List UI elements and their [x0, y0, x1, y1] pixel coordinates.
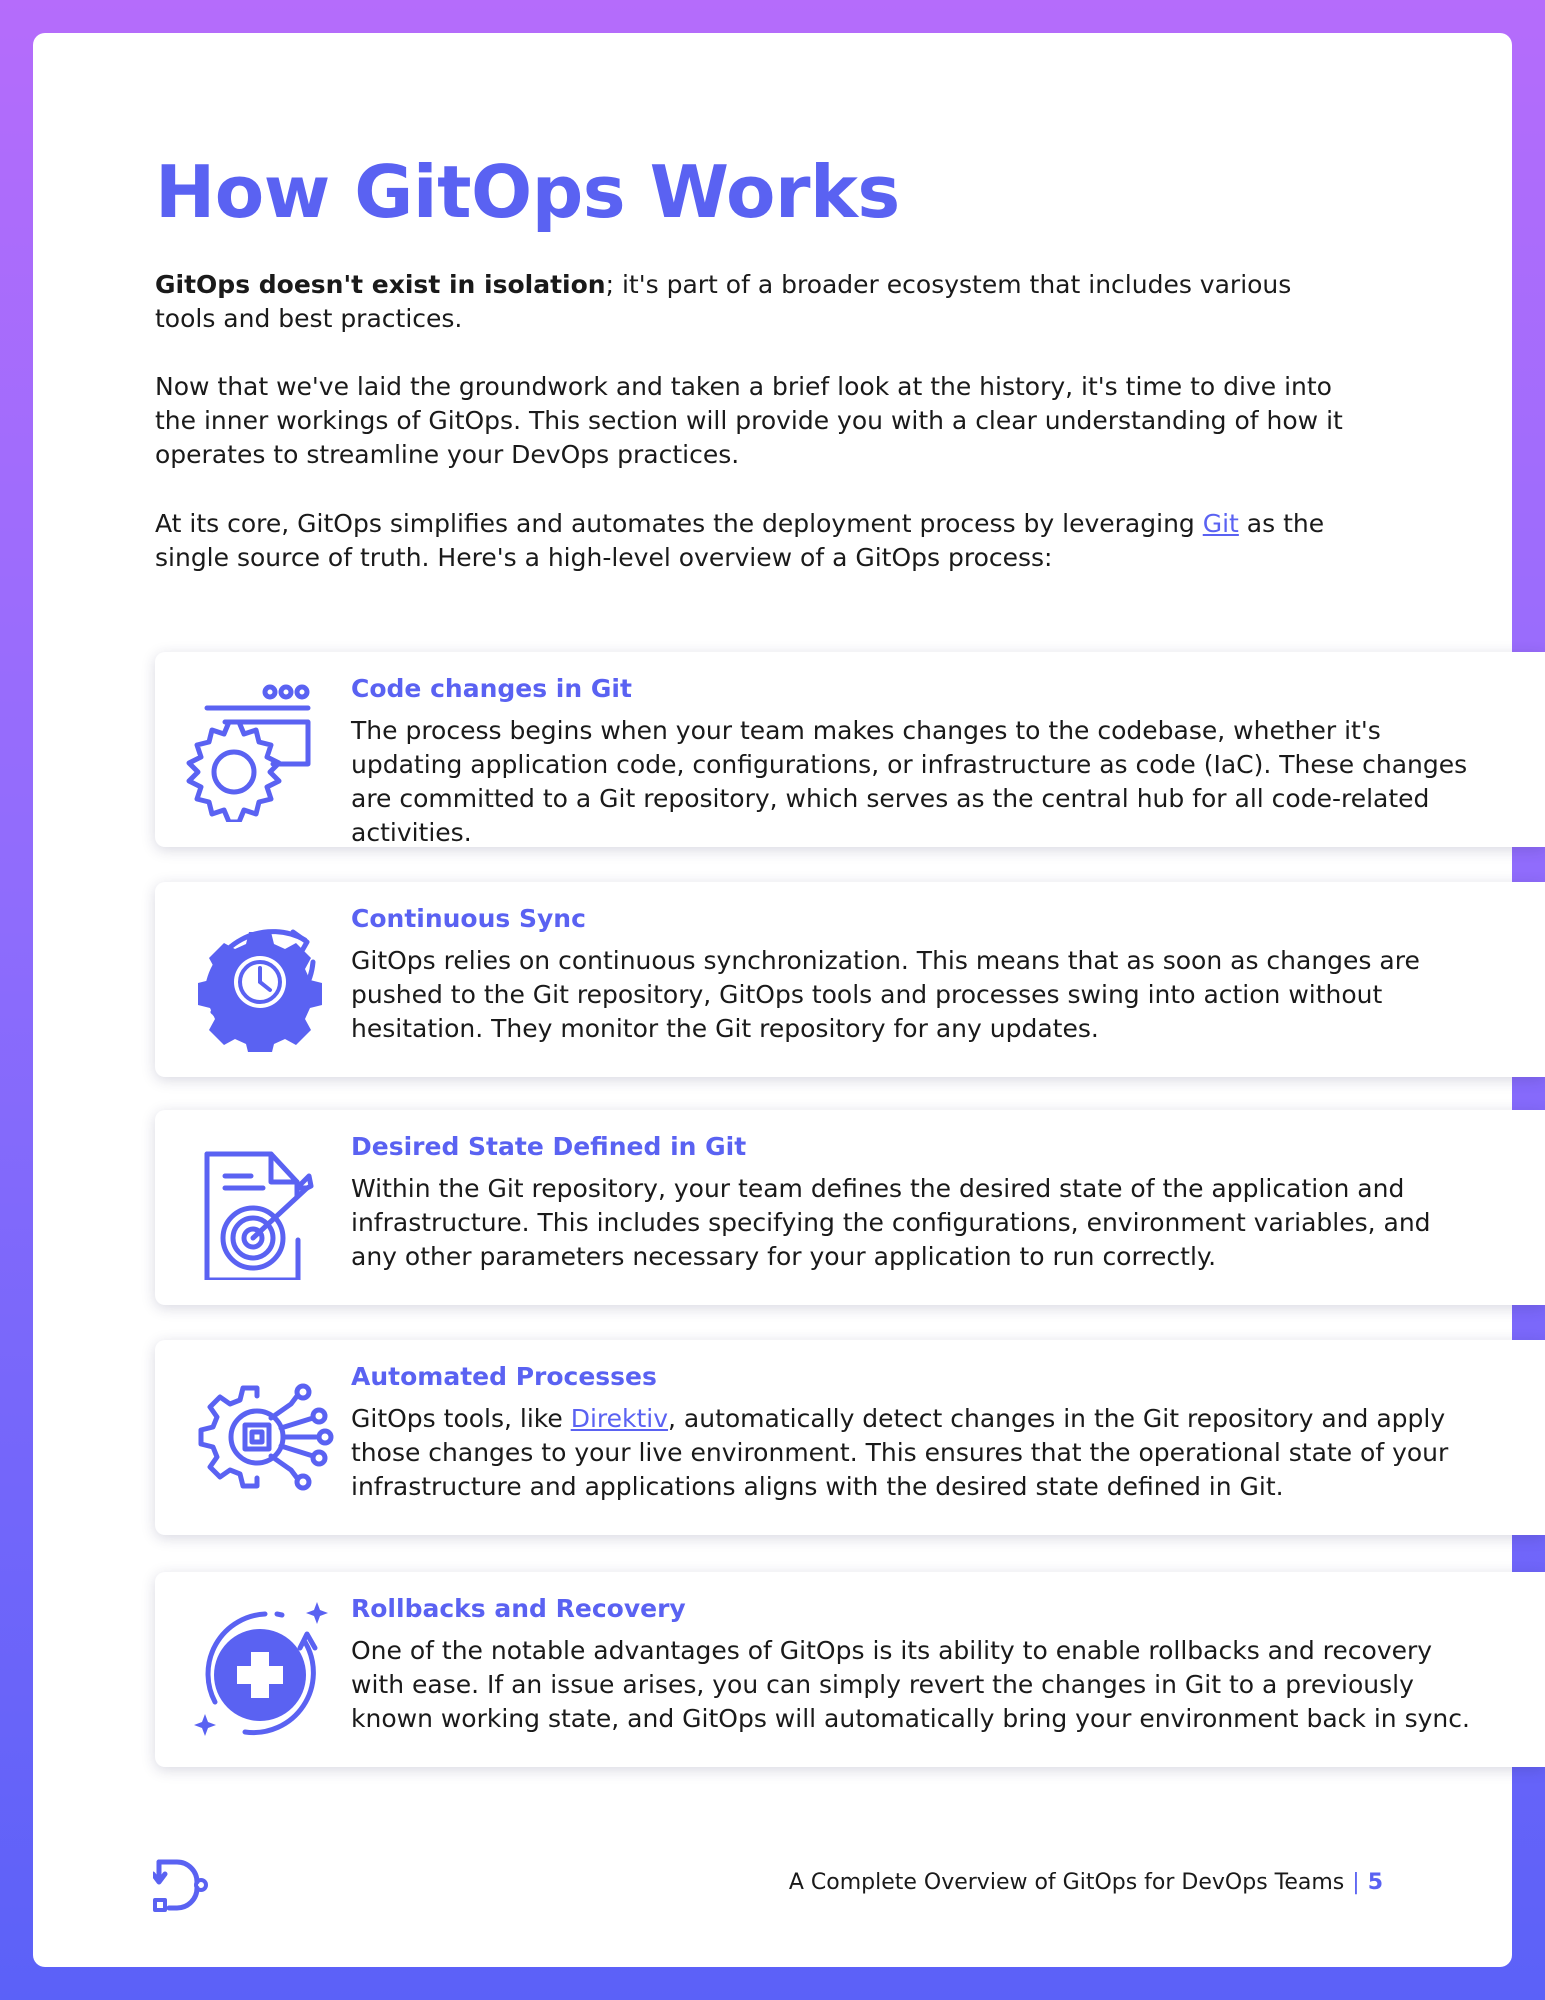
- paragraph-2: Now that we've laid the groundwork and taken a brief look at the history, it's time to dive into the inner workings of GitOps. This section will provide you with a clear understanding of how it operates to streamline your DevOps practices.: [155, 372, 1343, 469]
- footer-title: A Complete Overview of GitOps for DevOps Teams: [788, 1870, 1345, 1895]
- intro-rest: ; it's part of a broader ecosystem that includes various tools and best practices.: [155, 270, 1292, 333]
- document-target-icon: [185, 1130, 335, 1280]
- step-title: Continuous Sync: [351, 904, 586, 933]
- page-title: How GitOps Works: [155, 150, 900, 234]
- step-title: Desired State Defined in Git: [351, 1132, 747, 1161]
- step-card-continuous-sync: [155, 882, 1545, 1077]
- rollback-plus-icon: [185, 1592, 335, 1742]
- step-title: Automated Processes: [351, 1362, 657, 1391]
- step-card-rollbacks: [155, 1572, 1545, 1767]
- paragraph-3-after: as the single source of truth. Here's a high-level overview of a GitOps process:: [155, 509, 1325, 572]
- footer: [789, 1870, 1383, 1895]
- step-title: Code changes in Git: [351, 674, 632, 703]
- step-text: GitOps relies on continuous synchronization. This means that as soon as changes are pushed to the Git repository, GitOps tools and processes swing into action without hesitation. They monitor the Git repository for any updates.: [351, 946, 1420, 1043]
- paragraph-3: [155, 507, 1345, 575]
- step-text: Within the Git repository, your team defines the desired state of the application and infrastructure. This includes specifying the configurations, environment variables, and any other parameters necessary for your application to run correctly.: [351, 1174, 1431, 1271]
- sync-gear-clock-icon: [185, 902, 335, 1052]
- gear-window-icon: [185, 672, 335, 822]
- footer-separator: |: [1352, 1870, 1360, 1895]
- step-text-after: , automatically detect changes in the Git repository and apply those changes to your live environment. This ensures that the operational state of your infrastructure and applications aligns with the desired state defined in Git.: [351, 1404, 1449, 1501]
- step-title: Rollbacks and Recovery: [351, 1594, 686, 1623]
- paragraph-3-before: At its core, GitOps simplifies and automates the deployment process by leveraging: [155, 509, 1203, 538]
- step-card-code-changes: [155, 652, 1545, 847]
- page-number: 5: [1367, 1870, 1383, 1895]
- intro-paragraph: [155, 268, 1345, 336]
- step-text: One of the notable advantages of GitOps is its ability to enable rollbacks and recovery with ease. If an issue arises, you can simply revert the changes in Git to a previously known working state, and GitOps will automatically bring your environment back in sync.: [351, 1636, 1470, 1733]
- step-text-before: GitOps tools, like: [351, 1404, 571, 1433]
- step-text: [351, 1402, 1481, 1504]
- step-card-automated-processes: [155, 1340, 1545, 1535]
- intro-bold: GitOps doesn't exist in isolation: [155, 270, 606, 299]
- step-card-desired-state: [155, 1110, 1545, 1305]
- direktiv-link[interactable]: Direktiv: [570, 1404, 669, 1433]
- direktiv-logo-icon: [153, 1858, 209, 1914]
- step-text: The process begins when your team makes changes to the codebase, whether it's updating application code, configurations, or infrastructure as code (IaC). These changes are committed to a Git repository, which serves as the central hub for all code-related activities.: [351, 716, 1468, 847]
- gear-circuit-icon: [185, 1360, 335, 1510]
- git-link[interactable]: Git: [1202, 509, 1239, 538]
